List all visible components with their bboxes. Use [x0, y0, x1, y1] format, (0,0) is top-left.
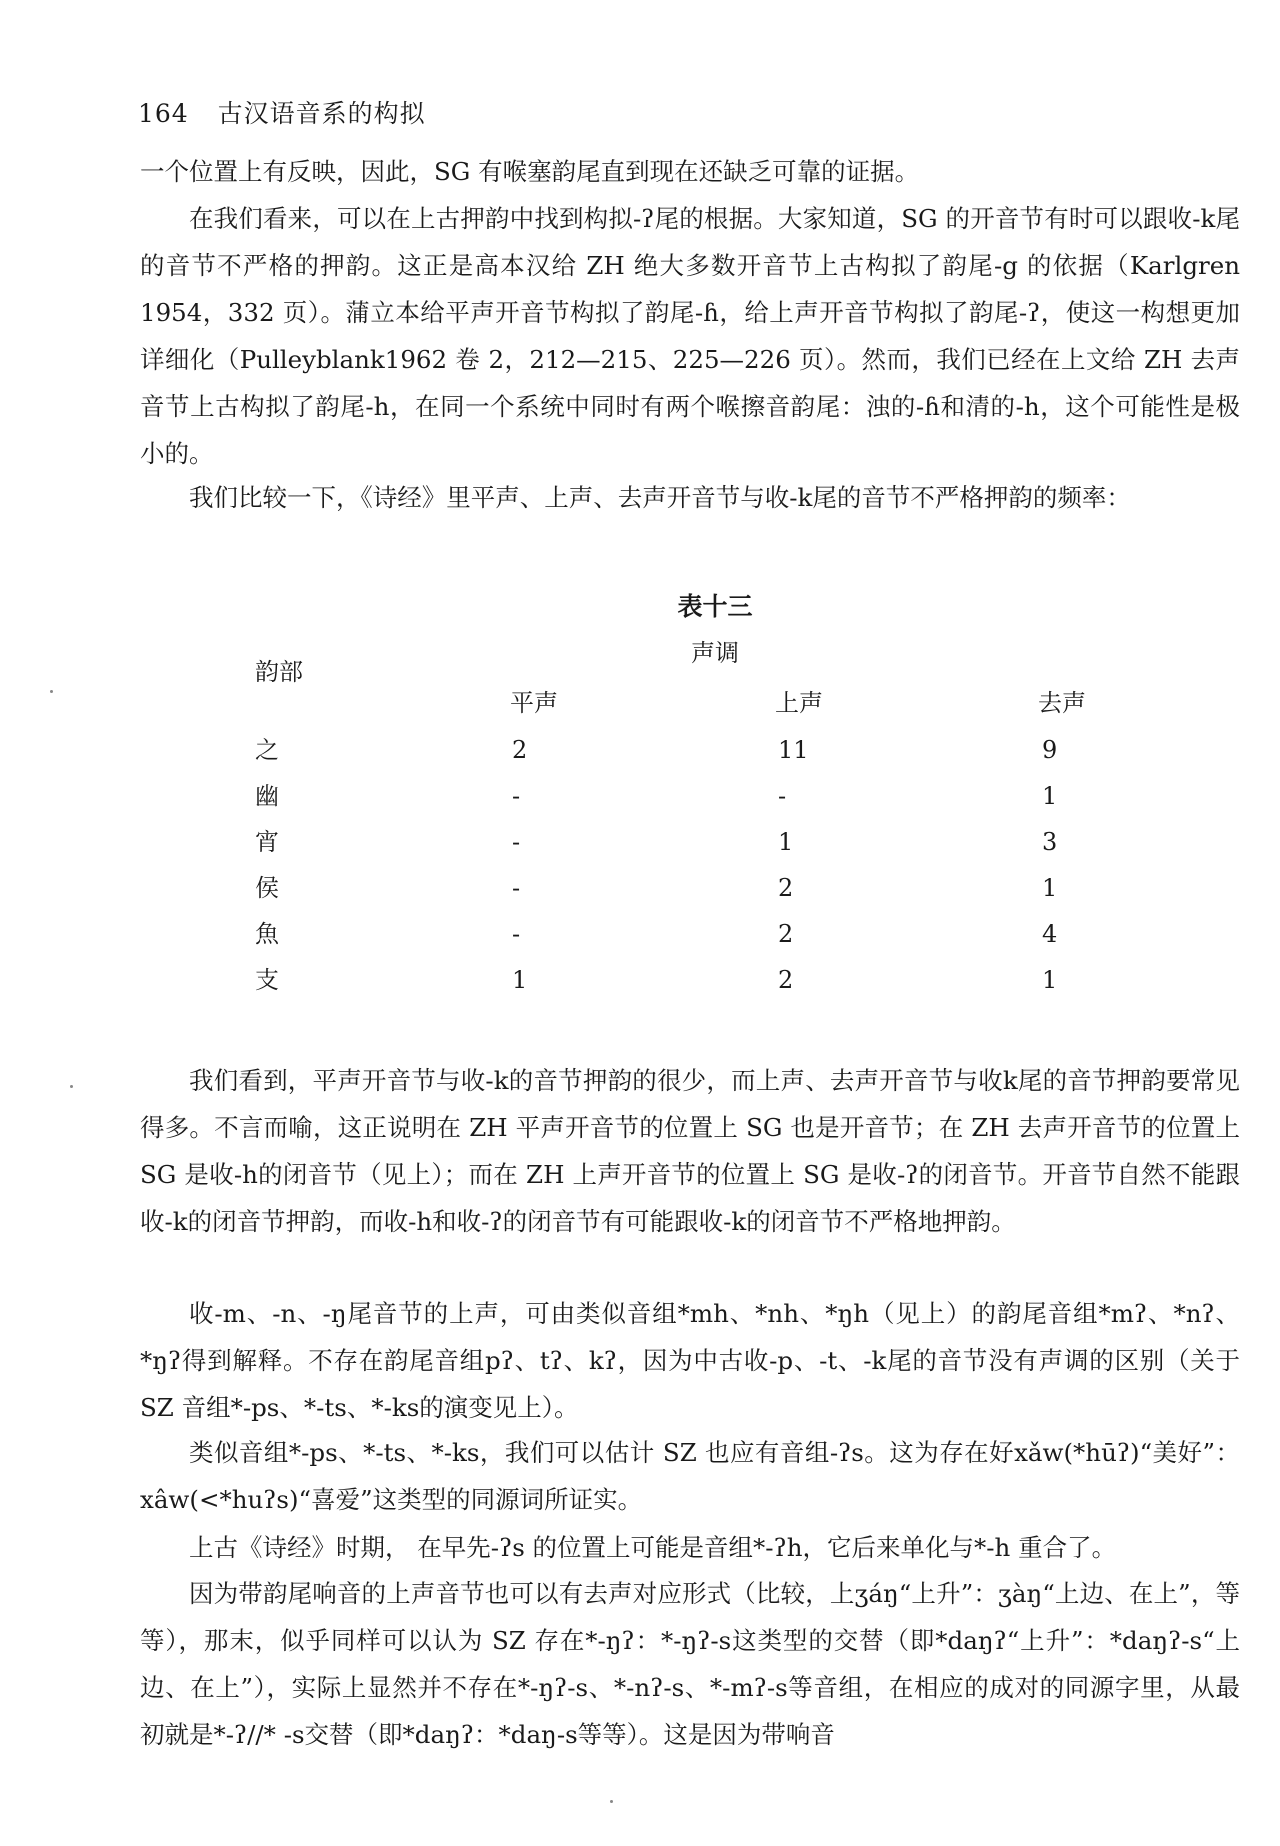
table-title: 表十三 — [677, 592, 753, 621]
table-cell: - — [778, 782, 787, 810]
table-cell: 1 — [1042, 874, 1058, 902]
table-subtitle: 声调 — [691, 639, 739, 667]
table-row-label: 支 — [255, 966, 279, 994]
table-cell: 2 — [512, 736, 528, 764]
scan-speck — [610, 1800, 613, 1803]
table-cell: 2 — [778, 874, 794, 902]
table-cell: 1 — [1042, 966, 1058, 994]
table-cell: - — [512, 782, 521, 810]
table-row-label: 之 — [255, 736, 279, 764]
table-cell: - — [512, 828, 521, 856]
scan-speck — [70, 1085, 73, 1088]
table-row-header: 韵部 — [255, 658, 303, 686]
table-cell: 9 — [1042, 736, 1058, 764]
table-cell: 11 — [778, 736, 809, 764]
table-cell: - — [512, 874, 521, 902]
paragraph-nasal-finals: 收-m、-n、-ŋ尾音节的上声，可由类似音组*mh、*nh、*ŋh（见上）的韵尾音组*mʔ、*nʔ、*ŋʔ得到解释。不存在韵尾音组pʔ、tʔ、kʔ，因为中古收-p、-t、-k尾的音节没有声调的区别（关于 SZ 音组*-ps、*-ts、*-ks的演变见上）。 — [140, 1299, 1240, 1422]
paragraph-cluster-s: 类似音组*-ps、*-ts、*-ks，我们可以估计 SZ 也应有音组-ʔs。这为存在好xǎw(*hūʔ)“美好”：xâw(<*huʔs)“喜爱”这类型的同源词所证实。 — [140, 1438, 1240, 1514]
running-title: 古汉语音系的构拟 — [217, 99, 426, 128]
table-row-label: 宵 — [255, 828, 279, 856]
table-column-header: 平声 — [510, 689, 558, 717]
table-column-header: 上声 — [775, 689, 823, 717]
paragraph-table-intro: 我们比较一下，《诗经》里平声、上声、去声开音节与收-k尾的音节不严格押韵的频率： — [189, 483, 1131, 512]
table-row-label: 魚 — [255, 920, 279, 948]
table-cell: 4 — [1042, 920, 1058, 948]
table-row-label: 幽 — [255, 782, 279, 810]
table-cell: 2 — [778, 966, 794, 994]
paragraph-continuation: 一个位置上有反映，因此，SG 有喉塞韵尾直到现在还缺乏可靠的证据。 — [140, 157, 920, 186]
table-cell: 1 — [1042, 782, 1058, 810]
table-cell: 1 — [778, 828, 794, 856]
table-cell: - — [512, 920, 521, 948]
table-row-label: 侯 — [255, 874, 279, 902]
table-cell: 3 — [1042, 828, 1058, 856]
paragraph-sonorant-finals: 因为带韵尾响音的上声音节也可以有去声对应形式（比较，上ʒáŋ“上升”：ʒàŋ“上边、在上”，等等），那末，似乎同样可以认为 SZ 存在*-ŋʔ：*-ŋʔ-s这类型的交替（即*daŋʔ“上升”：*daŋʔ-s“上边、在上”），实际上显然并不存在*-ŋʔ-s、*-nʔ-s、*-mʔ-s等音组，在相应的成对的同源字里，从最初就是*-ʔ//* -s交替（即*daŋʔ：*daŋ-s等等）。这是因为带响音 — [140, 1579, 1240, 1749]
paragraph-shijing-period: 上古《诗经》时期， 在早先-ʔs 的位置上可能是音组*-ʔh，它后来单化与*-h 重合了。 — [189, 1533, 1117, 1562]
table-cell: 2 — [778, 920, 794, 948]
paragraph-rhyme-evidence: 在我们看来，可以在上古押韵中找到构拟-ʔ尾的根据。大家知道，SG 的开音节有时可以跟收-k尾的音节不严格的押韵。这正是高本汉给 ZH 绝大多数开音节上古构拟了韵尾-g 的依据（Karlgren 1954，332 页）。蒲立本给平声开音节构拟了韵尾-ɦ，给上声开音节构拟了韵尾-ʔ，使这一构想更加详细化（Pulleyblank1962 卷 2，212—215、225—226 页）。然而，我们已经在上文给 ZH 去声音节上古构拟了韵尾-h，在同一个系统中同时有两个喉擦音韵尾：浊的-ɦ和清的-h，这个可能性是极小的。 — [140, 204, 1240, 468]
table-column-header: 去声 — [1038, 689, 1086, 717]
running-header — [138, 94, 426, 130]
page-number: 164 — [138, 99, 189, 128]
scan-speck — [50, 690, 53, 693]
paragraph-analysis: 我们看到，平声开音节与收-k的音节押韵的很少，而上声、去声开音节与收k尾的音节押韵要常见得多。不言而喻，这正说明在 ZH 平声开音节的位置上 SG 也是开音节；在 ZH 去声开音节的位置上 SG 是收-h的闭音节（见上）；而在 ZH 上声开音节的位置上 SG 是收-ʔ的闭音节。开音节自然不能跟收-k的闭音节押韵，而收-h和收-ʔ的闭音节有可能跟收-k的闭音节不严格地押韵。 — [140, 1066, 1240, 1236]
table-cell: 1 — [512, 966, 528, 994]
